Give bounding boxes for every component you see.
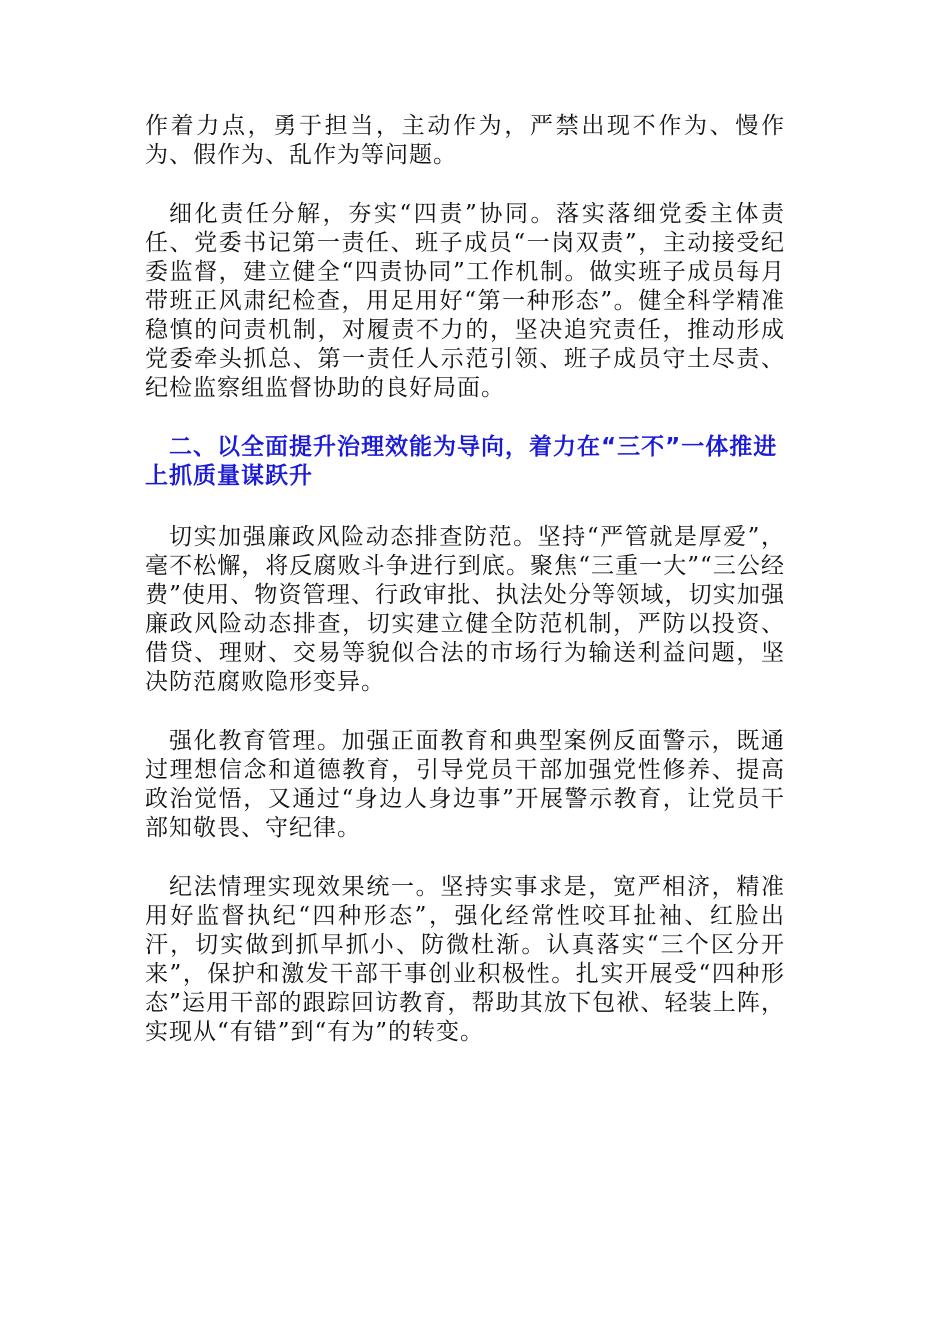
paragraph-education: 强化教育管理。加强正面教育和典型案例反面警示，既通过理想信念和道德教育，引导党员干部加强党性修养、提高政治觉悟，又通过“身边人身边事”开展警示教育，让党员干部知敬畏、守纪律。 <box>145 728 785 841</box>
document-page <box>145 112 785 1077</box>
paragraph-responsibility: 细化责任分解，夯实“四责”协同。落实落细党委主体责任、党委书记第一责任、班子成员“一岗双责”，主动接受纪委监督，建立健全“四责协同”工作机制。做实班子成员每月带班正风肃纪检查，用足用好“第一种形态”。健全科学精准稳慎的问责机制，对履责不力的，坚决追究责任，推动形成党委牵头抓总、第一责任人示范引领、班子成员守土尽责、纪检监察组监督协助的良好局面。 <box>145 201 785 401</box>
paragraph-continued: 作着力点，勇于担当，主动作为，严禁出现不作为、慢作为、假作为、乱作为等问题。 <box>145 113 785 168</box>
paragraph-risk-prevention: 切实加强廉政风险动态排查防范。坚持“严管就是厚爱”，毫不松懈，将反腐败斗争进行到底。聚焦“三重一大”“三公经费”使用、物资管理、行政审批、执法处分等领域，切实加强廉政风险动态排查，切实建立健全防范机制，严防以投资、借贷、理财、交易等貌似合法的市场行为输送利益问题，坚决防范腐败隐形变异。 <box>145 524 785 695</box>
section-heading: 二、以全面提升治理效能为导向，着力在“三不”一体推进上抓质量谋跃升 <box>145 434 778 489</box>
paragraph-discipline: 纪法情理实现效果统一。坚持实事求是，宽严相济，精准用好监督执纪“四种形态”，强化经常性咬耳扯袖、红脸出汗，切实做到抓早抓小、防微杜渐。认真落实“三个区分开来”，保护和激发干部干事创业积极性。扎实开展受“四种形态”运用干部的跟踪回访教育，帮助其放下包袱、轻装上阵，实现从“有错”到“有为”的转变。 <box>145 874 785 1045</box>
